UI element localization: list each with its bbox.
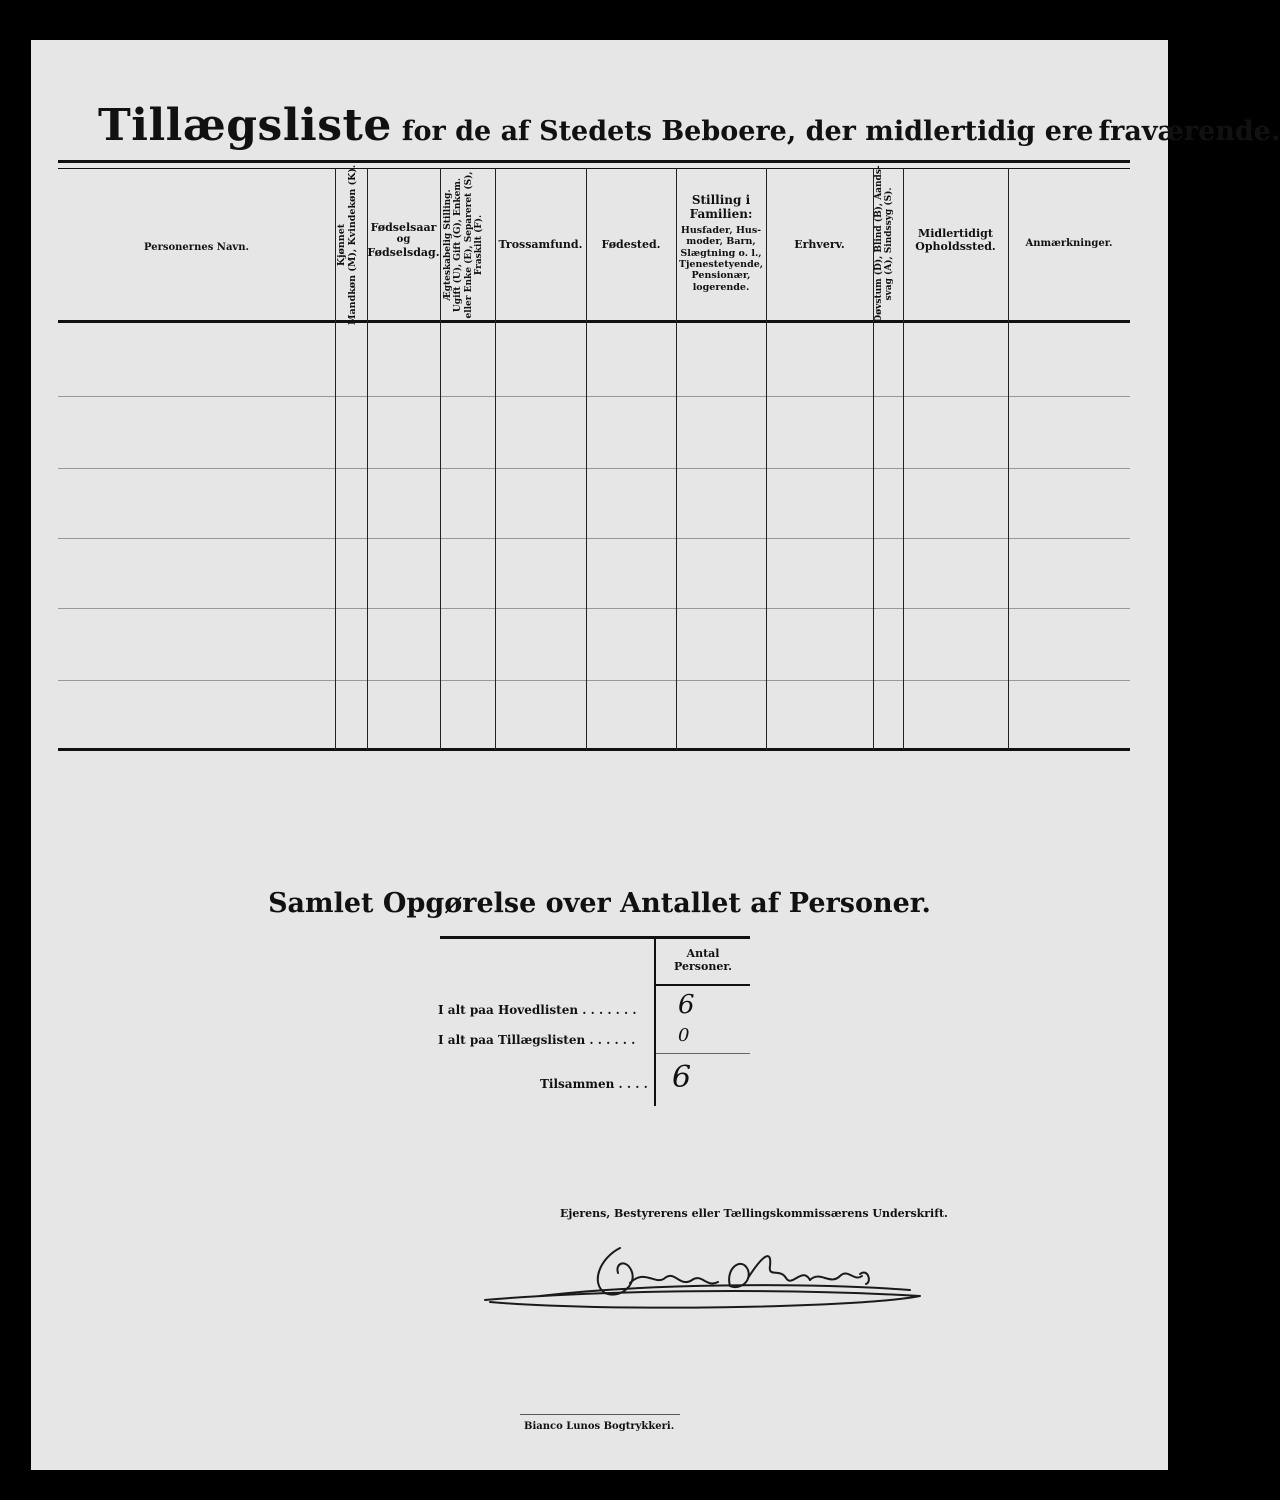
summary-row-value: 6 <box>678 990 695 1020</box>
table-bottom-rule <box>58 748 1130 751</box>
header-stilling-4: moder, Barn, <box>686 236 756 248</box>
table-row-line <box>58 396 1130 397</box>
header-stilling-7: Pensionær, <box>691 270 751 282</box>
header-stilling <box>676 193 766 293</box>
summary-col-header-1: Antal <box>686 947 720 960</box>
summary-header-rule <box>656 984 750 986</box>
header-aegte-3: eller Enke (E), Separeret (S), <box>463 171 474 319</box>
table-top-rule-thin <box>58 168 1130 169</box>
column-divider <box>903 168 904 750</box>
page-title <box>98 100 1280 151</box>
summary-col-header-2: Personer. <box>674 960 732 974</box>
header-fodested: Fødested. <box>601 238 661 251</box>
table-row-line <box>58 538 1130 539</box>
header-fodsel <box>367 221 440 259</box>
header-kjonnet-title: Kjønnet <box>336 223 347 267</box>
header-kjonnet <box>337 165 365 325</box>
printer-rule <box>520 1414 680 1415</box>
signature-caption: Ejerens, Bestyrerens eller Tællingskommissærens Underskrift. <box>560 1207 948 1220</box>
title-main: Tillægsliste <box>98 100 392 151</box>
title-bold: fraværende. <box>1098 116 1280 147</box>
title-rest: for de af Stedets Beboere, der midlertidig ere <box>401 116 1094 147</box>
summary-row-label: I alt paa Hovedlisten . . . . . . . <box>438 1003 637 1017</box>
header-trossamfund: Trossamfund. <box>498 238 583 251</box>
column-divider <box>586 168 587 750</box>
header-dov-2: svag (A), Sindssyg (S). <box>884 187 895 301</box>
column-divider <box>766 168 767 750</box>
header-midlertidigt <box>903 227 1008 253</box>
header-fodsel-3: Fødselsdag. <box>367 246 440 260</box>
summary-row-label: Tilsammen . . . . <box>540 1077 648 1091</box>
summary-row-label: I alt paa Tillægslisten . . . . . . <box>438 1033 636 1047</box>
column-divider <box>495 168 496 750</box>
header-dov-1: Døvstum (D), Blind (B), Aands- <box>874 165 884 323</box>
printer-name: Bianco Lunos Bogtrykkeri. <box>524 1421 675 1432</box>
column-divider <box>1008 168 1009 750</box>
summary-top-rule <box>440 936 750 939</box>
summary-col-header <box>656 947 750 973</box>
header-midl-1: Midlertidigt <box>918 227 993 240</box>
table-top-rule <box>58 160 1130 163</box>
header-stilling-8: logerende. <box>692 281 750 293</box>
header-navn: Personernes Navn. <box>143 242 249 253</box>
header-stilling-5: Slægtning o. l., <box>680 247 762 259</box>
header-aegte-2: Ugift (U), Gift (G), Enkem. <box>453 177 464 313</box>
header-kjonnet-sub: Mandkøn (M), Kvindekøn (K). <box>346 164 358 325</box>
table-row-line <box>58 680 1130 681</box>
header-aegte-1: Ægteskabelig Stilling. <box>443 189 453 301</box>
header-dovstum <box>874 164 902 324</box>
summary-row-value: 0 <box>678 1025 690 1046</box>
column-divider <box>440 168 441 750</box>
table-row-line <box>58 608 1130 609</box>
header-anmaerkninger: Anmærkninger. <box>1025 238 1113 249</box>
header-fodsel-2: og <box>396 234 411 246</box>
summary-row-value: 6 <box>672 1060 692 1095</box>
summary-total-rule <box>656 1053 750 1054</box>
header-midl-2: Opholdssted. <box>915 240 996 254</box>
handwritten-signature <box>480 1238 930 1318</box>
header-stilling-2: Familien: <box>689 207 753 222</box>
header-stilling-1: Stilling i <box>691 193 751 207</box>
header-aegte-4: Fraskilt (F). <box>474 214 485 276</box>
header-stilling-6: Tjenestetyende, <box>678 258 764 270</box>
header-fodsel-1: Fødselsaar <box>370 221 437 234</box>
header-erhverv: Erhverv. <box>794 238 845 251</box>
summary-title: Samlet Opgørelse over Antallet af Personer. <box>268 888 931 919</box>
header-aegteskab <box>443 165 493 325</box>
table-row-line <box>58 468 1130 469</box>
table-header-rule <box>58 320 1130 323</box>
header-stilling-3: Husfader, Hus- <box>680 224 762 236</box>
